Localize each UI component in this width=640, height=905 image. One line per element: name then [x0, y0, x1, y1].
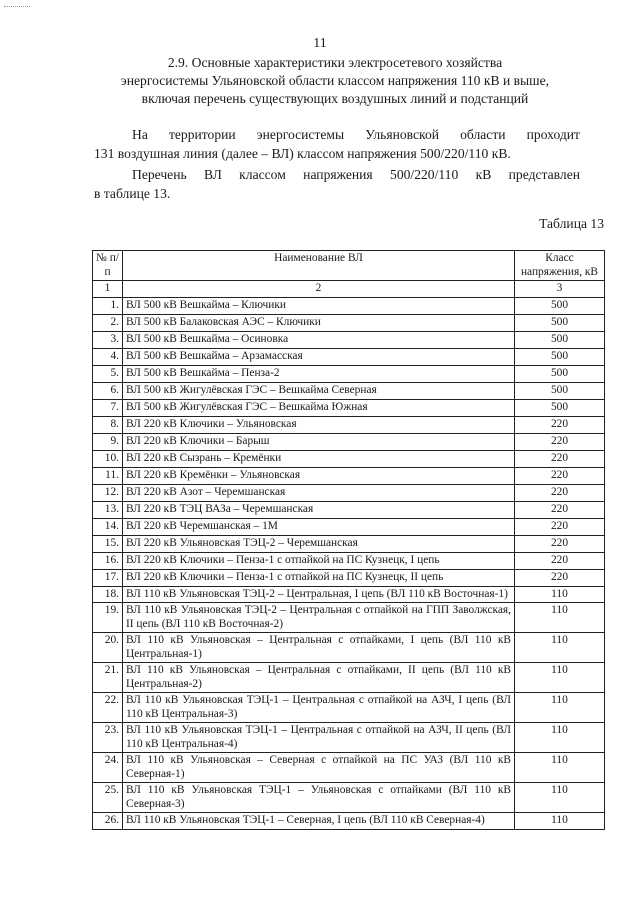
- line-name-cell: ВЛ 110 кВ Ульяновская ТЭЦ-1 – Центральная с отпайкой на АЗЧ, II цепь (ВЛ 110 кВ Центральная-4): [123, 723, 515, 753]
- paragraph-list-reference: [94, 165, 580, 203]
- voltage-class-cell: 500: [515, 314, 605, 331]
- line-name-cell: ВЛ 110 кВ Ульяновская – Центральная с отпайками, I цепь (ВЛ 110 кВ Центральная-1): [123, 633, 515, 663]
- table-row: [93, 783, 605, 813]
- line-name-cell: ВЛ 110 кВ Ульяновская ТЭЦ-1 – Северная, I цепь (ВЛ 110 кВ Северная-4): [123, 813, 515, 830]
- table-row: [93, 314, 605, 331]
- header-line-name: Наименование ВЛ: [123, 251, 515, 281]
- row-number-cell: 5.: [93, 365, 123, 382]
- table-row: [93, 586, 605, 603]
- voltage-class-cell: 500: [515, 365, 605, 382]
- voltage-class-cell: 220: [515, 569, 605, 586]
- table-row: [93, 433, 605, 450]
- row-number-cell: 9.: [93, 433, 123, 450]
- voltage-class-cell: 110: [515, 633, 605, 663]
- voltage-class-cell: 110: [515, 783, 605, 813]
- table-caption: Таблица 13: [539, 216, 604, 231]
- voltage-class-cell: 500: [515, 297, 605, 314]
- heading-line-2: энергосистемы Ульяновской области классом напряжения 110 кВ и выше,: [120, 73, 550, 88]
- table-row: [93, 569, 605, 586]
- line-name-cell: ВЛ 220 кВ Азот – Черемшанская: [123, 484, 515, 501]
- paragraph-list-reference-line-2: в таблице 13.: [94, 186, 171, 201]
- line-name-cell: ВЛ 500 кВ Вешкайма – Осиновка: [123, 331, 515, 348]
- row-number-cell: 8.: [93, 416, 123, 433]
- table-row: [93, 813, 605, 830]
- row-number-cell: 20.: [93, 633, 123, 663]
- paragraph-intro-line-1: На территории энергосистемы Ульяновской области проходит: [132, 127, 580, 142]
- row-number-cell: 1.: [93, 297, 123, 314]
- voltage-class-cell: 220: [515, 484, 605, 501]
- line-name-cell: ВЛ 110 кВ Ульяновская – Центральная с отпайками, II цепь (ВЛ 110 кВ Центральная-2): [123, 663, 515, 693]
- row-number-cell: 24.: [93, 753, 123, 783]
- row-number-cell: 7.: [93, 399, 123, 416]
- header-number: № п/п: [93, 251, 123, 281]
- row-number-cell: 2.: [93, 314, 123, 331]
- voltage-class-cell: 110: [515, 723, 605, 753]
- table-row: [93, 450, 605, 467]
- column-number-row: [93, 281, 605, 298]
- line-name-cell: ВЛ 500 кВ Жигулёвская ГЭС – Вешкайма Северная: [123, 382, 515, 399]
- section-heading: [90, 54, 580, 108]
- line-name-cell: ВЛ 110 кВ Ульяновская ТЭЦ-1 – Ульяновская с отпайками (ВЛ 110 кВ Северная-3): [123, 783, 515, 813]
- voltage-class-cell: 110: [515, 603, 605, 633]
- table-row: [93, 535, 605, 552]
- heading-line-1: 2.9. Основные характеристики электросетевого хозяйства: [167, 55, 503, 70]
- voltage-class-cell: 220: [515, 450, 605, 467]
- line-name-cell: ВЛ 110 кВ Ульяновская ТЭЦ-2 – Центральная, I цепь (ВЛ 110 кВ Восточная-1): [123, 586, 515, 603]
- line-name-cell: ВЛ 500 кВ Балаковская АЭС – Ключики: [123, 314, 515, 331]
- row-number-cell: 15.: [93, 535, 123, 552]
- line-name-cell: ВЛ 220 кВ ТЭЦ ВАЗа – Черемшанская: [123, 501, 515, 518]
- voltage-class-cell: 110: [515, 693, 605, 723]
- row-number-cell: 18.: [93, 586, 123, 603]
- voltage-class-cell: 220: [515, 518, 605, 535]
- header-voltage-class: Класс напряжения, кВ: [515, 251, 605, 281]
- table-row: [93, 365, 605, 382]
- table-row: [93, 382, 605, 399]
- voltage-class-cell: 500: [515, 399, 605, 416]
- row-number-cell: 11.: [93, 467, 123, 484]
- table-row: [93, 348, 605, 365]
- line-name-cell: ВЛ 220 кВ Ульяновская ТЭЦ-2 – Черемшанская: [123, 535, 515, 552]
- row-number-cell: 23.: [93, 723, 123, 753]
- row-number-cell: 3.: [93, 331, 123, 348]
- column-number-3: 3: [515, 281, 605, 298]
- table-row: [93, 331, 605, 348]
- row-number-cell: 14.: [93, 518, 123, 535]
- row-number-cell: 17.: [93, 569, 123, 586]
- table-header-row: [93, 251, 605, 281]
- scan-margin-mark: [4, 6, 30, 7]
- row-number-cell: 22.: [93, 693, 123, 723]
- row-number-cell: 6.: [93, 382, 123, 399]
- paragraph-list-reference-line-1: Перечень ВЛ классом напряжения 500/220/110 кВ представлен: [132, 167, 580, 182]
- row-number-cell: 25.: [93, 783, 123, 813]
- column-number-2: 2: [123, 281, 515, 298]
- line-name-cell: ВЛ 500 кВ Жигулёвская ГЭС – Вешкайма Южная: [123, 399, 515, 416]
- paragraph-intro: [94, 125, 580, 163]
- line-name-cell: ВЛ 110 кВ Ульяновская ТЭЦ-1 – Центральная с отпайкой на АЗЧ, I цепь (ВЛ 110 кВ Центральная-3): [123, 693, 515, 723]
- table-row: [93, 663, 605, 693]
- line-name-cell: ВЛ 220 кВ Черемшанская – 1М: [123, 518, 515, 535]
- table-row: [93, 467, 605, 484]
- voltage-class-cell: 110: [515, 813, 605, 830]
- line-name-cell: ВЛ 500 кВ Вешкайма – Арзамасская: [123, 348, 515, 365]
- row-number-cell: 21.: [93, 663, 123, 693]
- table-row: [93, 484, 605, 501]
- table-row: [93, 416, 605, 433]
- row-number-cell: 13.: [93, 501, 123, 518]
- paragraph-intro-line-2: 131 воздушная линия (далее – ВЛ) классом напряжения 500/220/110 кВ.: [94, 146, 511, 161]
- row-number-cell: 12.: [93, 484, 123, 501]
- voltage-class-cell: 220: [515, 501, 605, 518]
- row-number-cell: 26.: [93, 813, 123, 830]
- voltage-class-cell: 220: [515, 467, 605, 484]
- page-number: 11: [313, 36, 327, 51]
- line-name-cell: ВЛ 500 кВ Вешкайма – Ключики: [123, 297, 515, 314]
- voltage-class-cell: 110: [515, 663, 605, 693]
- table-row: [93, 501, 605, 518]
- table-row: [93, 297, 605, 314]
- voltage-class-cell: 500: [515, 382, 605, 399]
- table-row: [93, 399, 605, 416]
- line-name-cell: ВЛ 220 кВ Ключики – Пенза-1 с отпайкой на ПС Кузнецк, II цепь: [123, 569, 515, 586]
- voltage-class-cell: 500: [515, 331, 605, 348]
- table-row: [93, 552, 605, 569]
- row-number-cell: 19.: [93, 603, 123, 633]
- row-number-cell: 16.: [93, 552, 123, 569]
- line-name-cell: ВЛ 220 кВ Ключики – Пенза-1 с отпайкой на ПС Кузнецк, I цепь: [123, 552, 515, 569]
- voltage-class-cell: 110: [515, 753, 605, 783]
- row-number-cell: 10.: [93, 450, 123, 467]
- table-row: [93, 518, 605, 535]
- heading-line-3: включая перечень существующих воздушных линий и подстанций: [141, 91, 529, 106]
- line-name-cell: ВЛ 500 кВ Вешкайма – Пенза-2: [123, 365, 515, 382]
- line-name-cell: ВЛ 110 кВ Ульяновская – Северная с отпайкой на ПС УАЗ (ВЛ 110 кВ Северная-1): [123, 753, 515, 783]
- table-row: [93, 603, 605, 633]
- line-name-cell: ВЛ 110 кВ Ульяновская ТЭЦ-2 – Центральная с отпайкой на ГПП Заволжская, II цепь (ВЛ 110 кВ Восточная-2): [123, 603, 515, 633]
- line-name-cell: ВЛ 220 кВ Ключики – Ульяновская: [123, 416, 515, 433]
- voltage-class-cell: 110: [515, 586, 605, 603]
- line-name-cell: ВЛ 220 кВ Ключики – Барыш: [123, 433, 515, 450]
- line-name-cell: ВЛ 220 кВ Сызрань – Кремёнки: [123, 450, 515, 467]
- table-row: [93, 693, 605, 723]
- voltage-class-cell: 500: [515, 348, 605, 365]
- column-number-1: 1: [93, 281, 123, 298]
- table-row: [93, 633, 605, 663]
- table-body: [93, 297, 605, 829]
- voltage-class-cell: 220: [515, 433, 605, 450]
- table-row: [93, 753, 605, 783]
- row-number-cell: 4.: [93, 348, 123, 365]
- table-row: [93, 723, 605, 753]
- voltage-class-cell: 220: [515, 535, 605, 552]
- voltage-class-cell: 220: [515, 416, 605, 433]
- voltage-class-cell: 220: [515, 552, 605, 569]
- power-lines-table: [92, 250, 605, 830]
- line-name-cell: ВЛ 220 кВ Кремёнки – Ульяновская: [123, 467, 515, 484]
